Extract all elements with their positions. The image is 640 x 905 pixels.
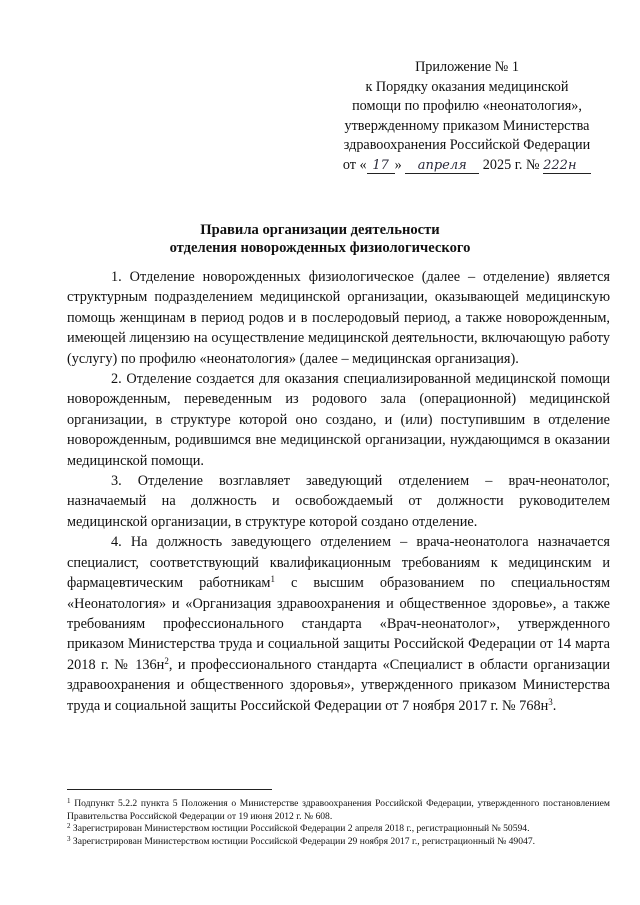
paragraph-4-text: с высшим образованием по специальностям «Неонатология» и «Организация здравоохранения и общественное здоровье», а также требованиям профессионального стандарта «Врач-неонатолог», утвержденного приказом Министерства труда и социальной защиты Российской Федерации от 14 марта 2018 г. № 136н [67, 575, 610, 673]
paragraph-4-text: , и профессионального стандарта «Специалист в области организации здравоохранения и общественного здоровья», утвержденного приказом Министерства труда и социальной защиты Российской Федерации от 7 ноября 2017 г. № 768н [67, 656, 610, 714]
footnote-ref-3: 3 [548, 696, 553, 707]
footnote-mark: 2 [67, 822, 71, 831]
paragraph-4 [67, 532, 610, 716]
date-prefix: от « [342, 156, 367, 173]
document-body [67, 267, 610, 716]
footnote-mark: 3 [67, 834, 71, 843]
paragraph-2: 2. Отделение создается для оказания специализированной медицинской помощи новорожденным, переведенным из родового зала (операционной) медицинской организации, в структуре которой оно создано, и (или) поступившим в отделение новорожденным, родившимся вне медицинской организации, нуждающимся в оказании медицинской помощи. [67, 371, 610, 469]
appendix-number: Приложение № 1 [415, 59, 519, 75]
footnote-mark: 1 [67, 797, 71, 805]
document-title [40, 221, 600, 257]
footnotes [67, 798, 610, 848]
footnote-1 [67, 798, 610, 823]
footnote-text: Зарегистрирован Министерством юстиции Российской Федерации 29 ноября 2017 г., регистрационный № 49047. [70, 835, 536, 847]
title-line: Правила организации деятельности [200, 222, 440, 238]
appendix-date-line [322, 156, 612, 176]
paragraph-3: 3. Отделение возглавляет заведующий отделением – врач-неонатолог, назначаемый на должность и освобождаемый от должности руководителем медицинской организации, в структуре которой создано отделение. [67, 473, 610, 530]
date-year: 2025 г. № [482, 156, 540, 173]
date-mid: » [394, 156, 402, 173]
appendix-line: утвержденному приказом Министерства [344, 117, 590, 134]
handwritten-month: апреля [405, 158, 479, 174]
footnote-ref-1: 1 [270, 574, 275, 585]
paragraph-1: 1. Отделение новорожденных физиологическое (далее – отделение) является структурным подразделением медицинской организации, оказывающей медицинскую помощь женщинам в период родов и в послеродовый период, а также новорожденным, имеющей лицензию на осуществление медицинской деятельности, включающую работу (услугу) по профилю «неонатология» (далее – медицинская организация). [67, 269, 610, 367]
handwritten-day: 17 [367, 158, 395, 174]
appendix-header [322, 58, 612, 176]
paragraph-4-text: . [552, 697, 557, 714]
footnote-ref-2: 2 [164, 655, 169, 666]
footnote-divider [67, 789, 272, 790]
footnote-2 [67, 823, 610, 836]
title-line: отделения новорожденных физиологического [169, 240, 471, 256]
handwritten-order-number: 222н [543, 158, 591, 174]
appendix-line: помощи по профилю «неонатология», [352, 98, 582, 115]
appendix-line: к Порядку оказания медицинской [365, 78, 569, 95]
footnote-text: Зарегистрирован Министерством юстиции Российской Федерации 2 апреля 2018 г., регистрационный № 50594. [70, 823, 530, 835]
footnote-3 [67, 836, 610, 849]
footnote-text: Подпункт 5.2.2 пункта 5 Положения о Министерстве здравоохранения Российской Федерации, утвержденного постановлением Правительства Российской Федерации от 19 июня 2012 г. № 608. [67, 798, 610, 822]
paragraph-4-text: 4. На должность заведующего отделением – врача-неонатолога назначается специалист, соответствующий квалификационным требованиям к медицинским и фармацевтическим работникам [67, 534, 610, 592]
appendix-line: здравоохранения Российской Федерации [343, 137, 591, 154]
